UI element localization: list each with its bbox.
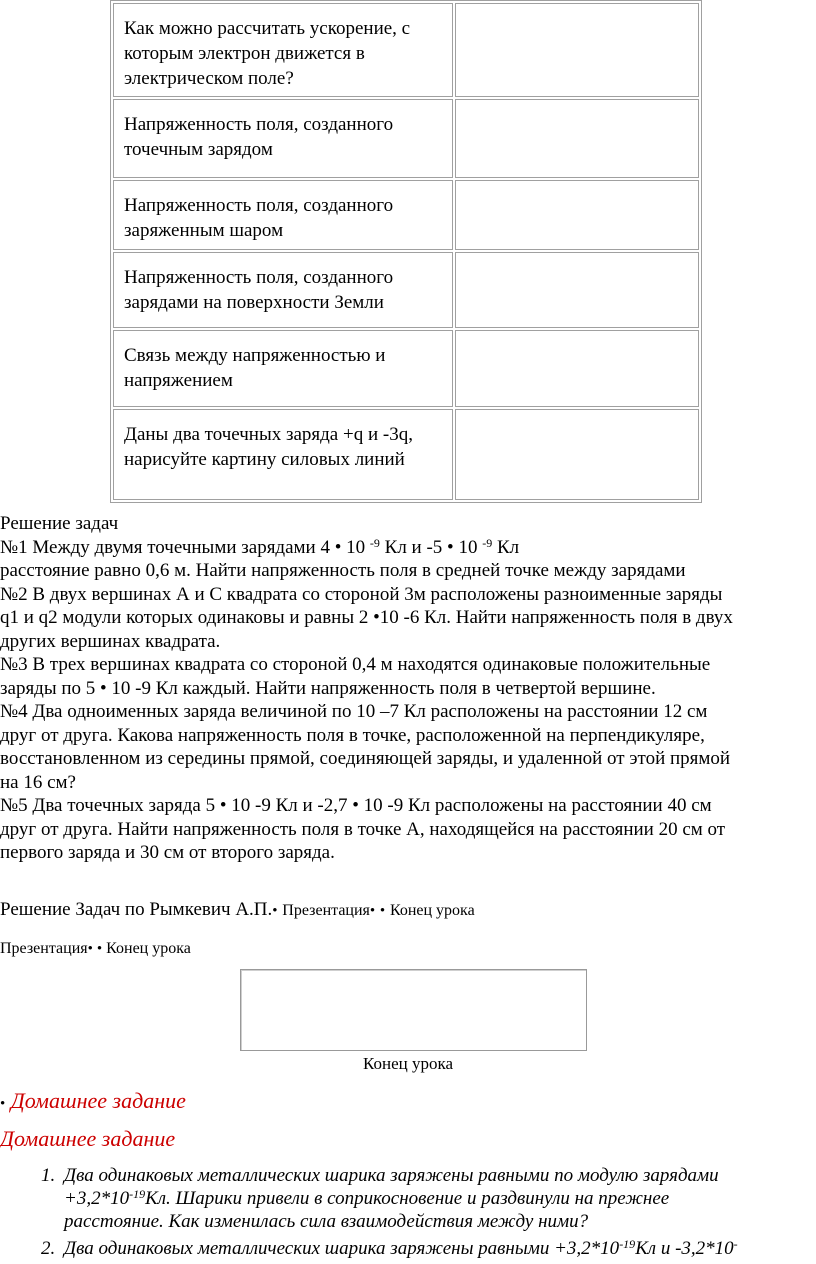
homework-link[interactable]: Домашнее задание bbox=[10, 1088, 186, 1113]
bullet-icon: • bbox=[87, 941, 93, 957]
solutions-section bbox=[0, 512, 816, 865]
table-row bbox=[113, 3, 699, 97]
problem-4-line-2: друг от друга. Какова напряженность поля в точке, расположенной на перпендикуляре, bbox=[0, 724, 705, 746]
answer-cell[interactable] bbox=[455, 409, 699, 500]
question-cell: Напряженность поля, созданного точечным зарядом bbox=[113, 99, 453, 178]
table-row bbox=[113, 330, 699, 407]
bullet-icon: • bbox=[272, 903, 278, 919]
question-cell: Напряженность поля, созданного зарядами на поверхности Земли bbox=[113, 252, 453, 328]
questions-table bbox=[110, 0, 702, 503]
question-cell: Даны два точечных заряда +q и -3q, нарисуйте картину силовых линий bbox=[113, 409, 453, 500]
answer-cell[interactable] bbox=[455, 330, 699, 407]
list-item: 1. Два одинаковых металлических шарика заряжены равными по модулю зарядами $+3,2*10^{-19}Кл$. Шарики привели в соприкосновение и раздвинули на прежнее расстояние. Как изменилась сила взаимодействия между ними? bbox=[60, 1164, 816, 1233]
rymkevich-link[interactable]: Решение Задач по Рымкевич А.П. bbox=[0, 899, 273, 920]
table-row bbox=[113, 99, 699, 178]
answer-cell[interactable] bbox=[455, 99, 699, 178]
list-item: 2. Два одинаковых металлических шарика заряжены равными $+3,2*10^{-19}Кл$ и -3,2*10- bbox=[60, 1237, 816, 1260]
problem-1-line-1: №1 Между двумя точечными зарядами 4 • 10 $^{-9}$ Кл и -5 • 10 $^{-9}$ Кл bbox=[0, 535, 520, 558]
problem-2-line-1: №2 В двух вершинах А и С квадрата со стороной 3м расположены разноименные заряды bbox=[0, 583, 723, 605]
table-row bbox=[113, 180, 699, 250]
solutions-heading: Решение задач bbox=[0, 513, 119, 534]
nav-line-2 bbox=[0, 937, 816, 962]
media-frame[interactable] bbox=[240, 969, 587, 1051]
table-row bbox=[113, 409, 699, 500]
bullet-icon: • bbox=[0, 1096, 6, 1112]
problem-5-line-2: друг от друга. Найти напряженность поля в точке А, находящейся на расстоянии 20 см от bbox=[0, 818, 726, 840]
problem-4-line-4: на 16 см? bbox=[0, 771, 76, 793]
problem-1-line-2: расстояние равно 0,6 м. Найти напряженность поля в средней точке между зарядами bbox=[0, 560, 686, 581]
problem-2-line-2: q1 и q2 модули которых одинаковы и равны 2 •10 -6 Кл. Найти напряженность поля в двух bbox=[0, 607, 733, 628]
answer-cell[interactable] bbox=[455, 252, 699, 328]
end-lesson-link[interactable]: Конец урока bbox=[106, 940, 191, 957]
answer-cell[interactable] bbox=[455, 3, 699, 97]
presentation-link[interactable]: Презентация bbox=[0, 940, 88, 957]
media-caption: Конец урока bbox=[362, 1054, 454, 1073]
end-lesson-link[interactable]: Конец урока bbox=[389, 902, 475, 919]
answer-cell[interactable] bbox=[455, 180, 699, 250]
problem-3-line-2: заряды по 5 • 10 -9 Кл каждый. Найти напряженность поля в четвертой вершине. bbox=[0, 677, 656, 699]
table-row bbox=[113, 252, 699, 328]
bullet-icon: • bbox=[379, 903, 386, 919]
homework-bullet-heading bbox=[0, 1088, 186, 1114]
question-cell: Как можно рассчитать ускорение, с которым электрон движется в электрическом поле? bbox=[113, 3, 453, 97]
question-cell: Связь между напряженностью и напряжением bbox=[113, 330, 453, 407]
question-cell: Напряженность поля, созданного заряженным шаром bbox=[113, 180, 453, 250]
homework-list bbox=[0, 1164, 816, 1264]
problem-4-line-1: №4 Два одноименных заряда величиной по 10 –7 Кл расположены на расстоянии 12 см bbox=[0, 701, 708, 722]
problem-2-line-3: других вершинах квадрата. bbox=[0, 630, 221, 652]
nav-line-1 bbox=[0, 898, 816, 924]
problem-5-line-1: №5 Два точечных заряда 5 • 10 -9 Кл и -2,7 • 10 -9 Кл расположены на расстоянии 40 см bbox=[0, 795, 712, 816]
problem-5-line-3: первого заряда и 30 см от второго заряда. bbox=[0, 842, 335, 863]
bullet-icon: • bbox=[96, 941, 103, 957]
problem-3-line-1: №3 В трех вершинах квадрата со стороной 0,4 м находятся одинаковые положительные bbox=[0, 654, 711, 675]
bullet-icon: • bbox=[369, 903, 376, 919]
problem-4-line-3: восстановленном из середины прямой, соединяющей заряды, и удаленной от этой прямой bbox=[0, 748, 731, 769]
homework-heading: Домашнее задание bbox=[0, 1126, 176, 1151]
presentation-link[interactable]: Презентация bbox=[282, 902, 370, 919]
